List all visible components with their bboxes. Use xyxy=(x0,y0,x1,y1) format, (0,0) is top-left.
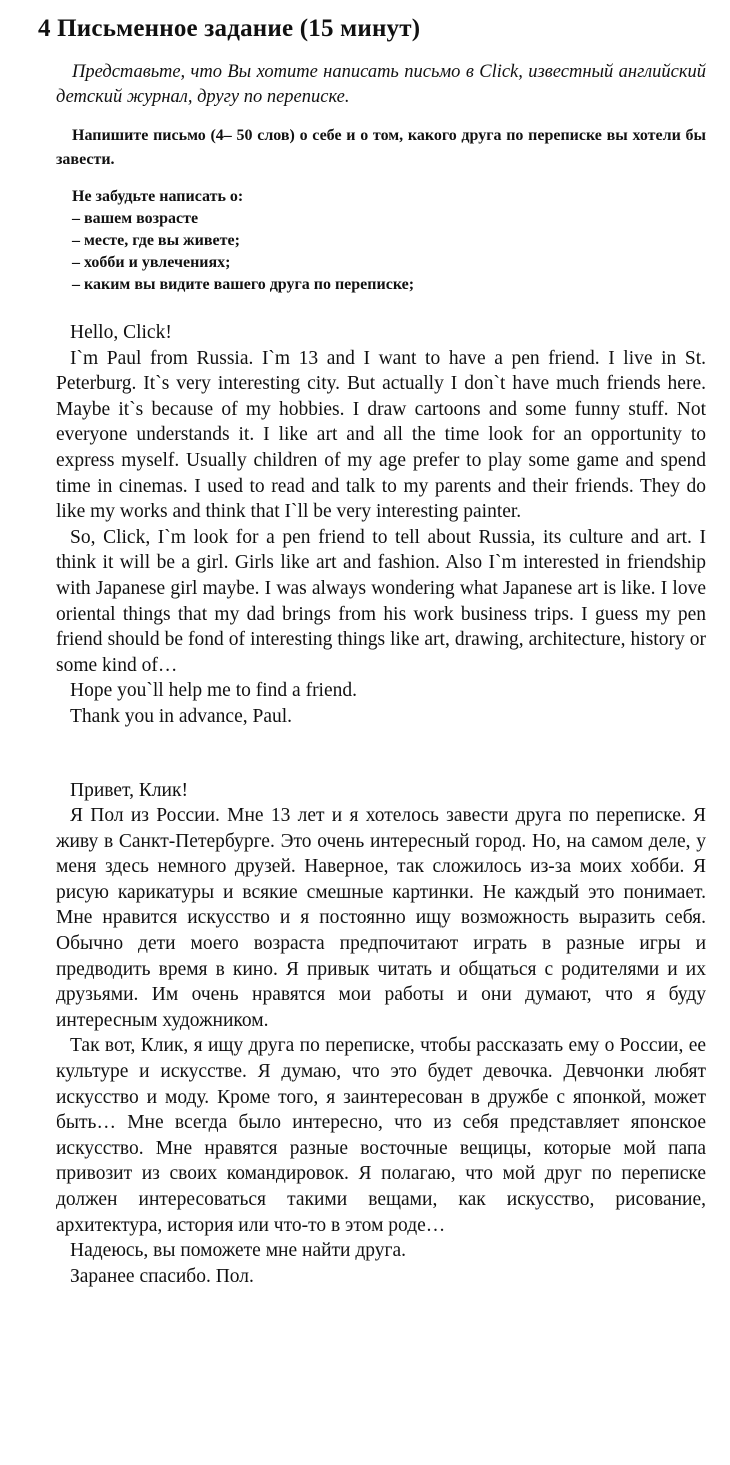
english-greeting: Hello, Click! xyxy=(70,322,172,343)
reminder-item: – каким вы видите вашего друга по переписке; xyxy=(72,276,415,293)
reminder-list xyxy=(72,186,706,296)
reminder-item: – месте, где вы живете; xyxy=(72,232,240,249)
english-closing-1: Hope you`ll help me to find a friend. xyxy=(70,680,358,702)
russian-greeting: Привет, Клик! xyxy=(70,779,188,801)
russian-paragraph-2: Так вот, Клик, я ищу друга по переписке, чтобы рассказать ему о России, ее культуре и искусстве. Я думаю, что это будет девочка. Девчонки любят искусство и моду. Кроме того, я заинтересован в дружбе с японкой, может быть… Мне всегда было интересно, что из себя представляет японское искусство. Мне нравятся разные восточные вещицы, которые мой папа привозит из своих командировок. Я полагаю, что мой друг по переписке должен интересоваться такими вещами, как искусство, рисование, архитектура, история или что-то в этом роде… xyxy=(56,1035,706,1236)
english-paragraph-2: So, Click, I`m look for a pen friend to tell about Russia, its culture and art. I think it will be a girl. Girls like art and fashion. Also I`m interested in friendship with Japanese girl maybe. I was always wondering what Japanese art is like. I love oriental things that my dad brings from his work business trips. I guess my pen friend should be fond of interesting things like art, drawing, architecture, history or some kind of… xyxy=(56,526,706,676)
russian-paragraph-1: Я Пол из России. Мне 13 лет и я хотелось завести друга по переписке. Я живу в Санкт-Петербурге. Это очень интересный город. Но, на самом деле, у меня здесь немного друзей. Наверное, так сложилось из-за моих хобби. Я рисую карикатуры и всякие смешные картинки. Не каждый это понимает. Мне нравится искусство и я постоянно ищу возможность выразить себя. Обычно дети моего возраста предпочитают играть в разные игры и предводить время в кино. Я привык читать и общаться с родителями и их друзьями. Им очень нравятся мои работы и они думают, что я буду интересным художником. xyxy=(56,805,706,1031)
reminder-item: – хобби и увлечениях; xyxy=(72,254,231,271)
russian-closing-1: Надеюсь, вы поможете мне найти друга. xyxy=(70,1240,407,1262)
task-instruction: Напишите письмо (4– 50 слов) о себе и о том, какого друга по переписке вы хотели бы завести. xyxy=(56,127,706,168)
russian-closing-2: Заранее спасибо. Пол. xyxy=(70,1265,254,1287)
task-title: 4 Письменное задание (15 минут) xyxy=(38,15,421,42)
english-paragraph-1: I`m Paul from Russia. I`m 13 and I want to have a pen friend. I live in St. Peterburg. It`s very interesting city. But actually I don`t have much friends here. Maybe it`s because of my hobbies. I draw cartoons and some funny stuff. Not everyone understands it. I like art and all the time look for an opportunity to express myself. Usually children of my age prefer to play some game and spend time in cinemas. I used to read and talk to my parents and their friends. They do like my works and think that I`ll be very interesting painter. xyxy=(56,347,706,523)
russian-letter xyxy=(56,778,706,1290)
english-closing-2: Thank you in advance, Paul. xyxy=(70,705,293,727)
task-intro: Представьте, что Вы хотите написать письмо в Click, известный английский детский журнал, другу по переписке. xyxy=(56,62,706,107)
english-letter xyxy=(56,320,706,730)
reminder-item: – вашем возрасте xyxy=(72,210,199,227)
reminder-heading: Не забудьте написать о: xyxy=(72,188,244,205)
